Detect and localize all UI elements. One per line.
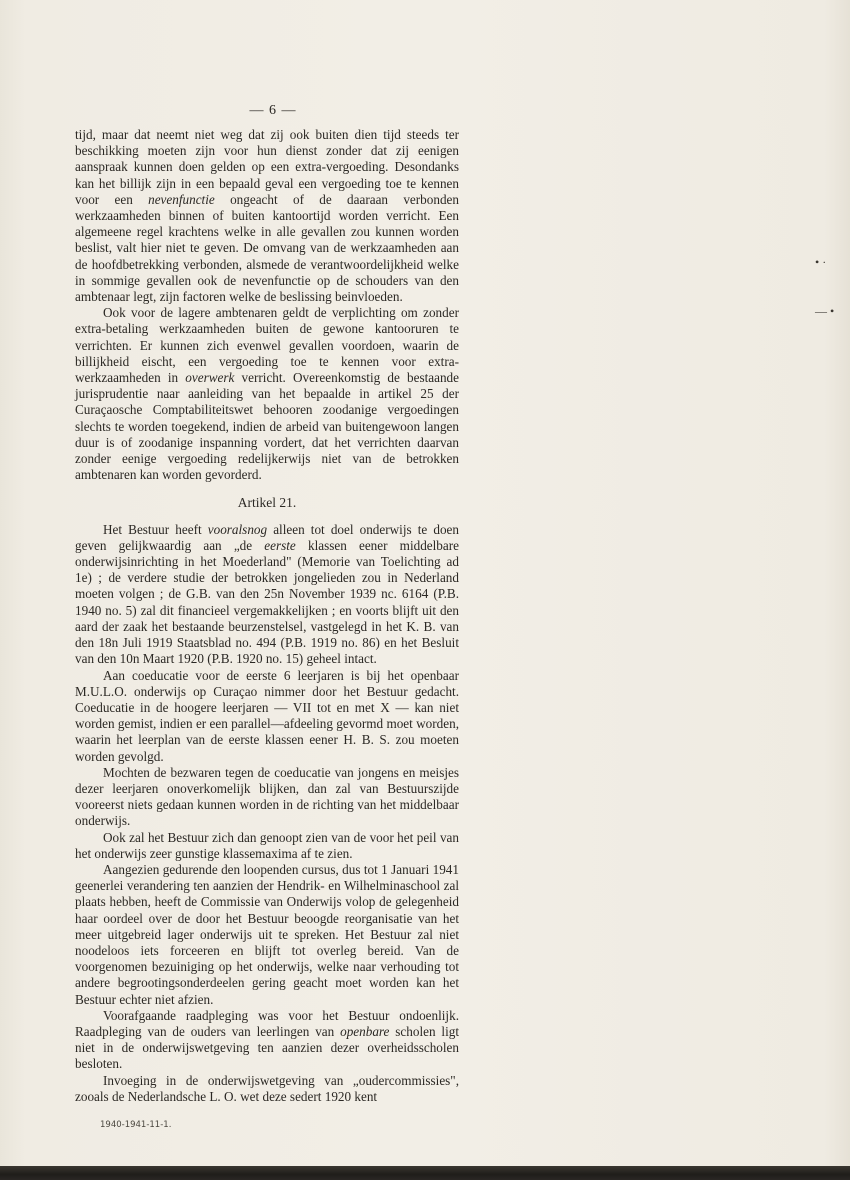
paragraph: Het Bestuur heeft vooralsnog alleen tot doel onderwijs te doen geven gelijkwaardig aan „de eerste klassen eener middelbare onderwijsinrichting in het Moederland" (Memorie van Toelichting ad 1e) ; de verdere studie der betrokken jongelieden zou in Nederland moeten volgen ; de G.B. van den 25n November 1939 nc. 6164 (P.B. 1940 no. 5) zal dit financieel vergemakkelijken ; en voorts blijft uit den aard der zaak het bestaande beurzenstelsel, vastgelegd in het K. B. van den 18n Juli 1919 Staatsblad no. 494 (P.B. 1919 no. 86) en het Besluit van den 10n Maart 1920 (P.B. 1920 no. 15) geheel intact.	[75, 521, 460, 667]
paragraph: Invoeging in de onderwijswetgeving van „oudercommissies", zooals de Nederlandsche L. O. wet deze sedert 1920 kent	[75, 1072, 459, 1104]
scan-bottom-edge	[0, 1166, 850, 1180]
margin-mark: • ·	[815, 255, 827, 269]
body-text	[75, 127, 459, 1105]
paragraph: Ook zal het Bestuur zich dan genoopt zien van de voor het peil van het onderwijs zeer gunstige klassemaxima af te zien.	[75, 829, 459, 861]
paragraph: Voorafgaande raadpleging was voor het Bestuur ondoenlijk. Raadpleging van de ouders van leerlingen van openbare scholen ligt niet in de onderwijswetgeving ten aanzien dezer overheidsscholen besloten.	[75, 1007, 459, 1072]
page-number: — 6 —	[249, 103, 297, 118]
footer-code: 1940-1941-11-1.	[100, 1120, 172, 1130]
paragraph: Aan coeducatie voor de eerste 6 leerjaren is bij het openbaar M.U.L.O. onderwijs op Curaçao nimmer door het Bestuur gedacht. Coeducatie in de hoogere leerjaren — VII tot en met X — kan niet worden gemist, indien er een parallel—afdeeling gevormd moet worden, waarin het leerplan van de eerste klassen eener H. B. S. zou moeten worden gevolgd.	[75, 667, 459, 764]
paragraph: Mochten de bezwaren tegen de coeducatie van jongens en meisjes dezer leerjaren onoverkomelijk blijken, dan zal van Bestuurszijde vooreerst niets gedaan kunnen worden in de richting van het middelbaar onderwijs.	[75, 764, 459, 829]
paragraph: Aangezien gedurende den loopenden cursus, dus tot 1 Januari 1941 geenerlei verandering ten aanzien der Hendrik- en Wilhelminaschool zal plaats hebben, heeft de Commissie van Onderwijs volop de gelegenheid haar oordeel over de door het Bestuur beoogde reorganisatie van het meer uitgebreid lager onderwijs uit te spreken. Het Bestuur zal niet noodeloos iets forceeren en blijft tot overleg bereid. Van de voorgenomen bezuiniging op het onderwijs, welke naar verhouding tot andere begrootingsonderdeelen gering geacht moet worden kan het Bestuur echter niet afzien.	[75, 861, 459, 1007]
paragraph: Ook voor de lagere ambtenaren geldt de verplichting om zonder extra-betaling werkzaamheden buiten de gewone kantooruren te verrichten. Er kunnen zich evenwel gevallen voordoen, waarin de billijkheid eischt, een vergoeding toe te kennen voor extra-werkzaamheden in overwerk verricht. Overeenkomstig de bestaande jurisprudentie naar aanleiding van het bepaalde in artikel 25 der Curaçaosche Comptabiliteitswet behooren zoodanige vergoedingen slechts te worden toegekend, indien de arbeid van buitengewoon langen duur is of zoodanige inspanning vordert, dat het verrichten daarvan zonder eenige vergoeding redelijkerwijs niet van de betrokken ambtenaren kan worden gevorderd.	[75, 305, 459, 483]
paragraph: tijd, maar dat neemt niet weg dat zij ook buiten dien tijd steeds ter beschikking moeten zijn voor hun dienst zonder dat zij eenigen aanspraak kunnen doen gelden op een extra-vergoeding. Desondanks kan het billijk zijn in een bepaald geval een vergoeding toe te kennen voor een nevenfunctie ongeacht of de daaraan verbonden werkzaamheden binnen of buiten kantoortijd worden verricht. Een algemeene regel krachtens welke in alle gevallen zou kunnen worden beslist, valt hier niet te geven. De omvang van de werkzaamheden aan de hoofdbetrekking verbonden, alsmede de verantwoordelijkheid welke in sommige gevallen ook de nevenfunctie op de schouders van den ambtenaar legt, zijn factoren welke de beslissing beinvloeden.	[75, 127, 459, 305]
margin-mark: — •	[815, 304, 835, 318]
section-heading: Artikel 21.	[237, 495, 297, 511]
